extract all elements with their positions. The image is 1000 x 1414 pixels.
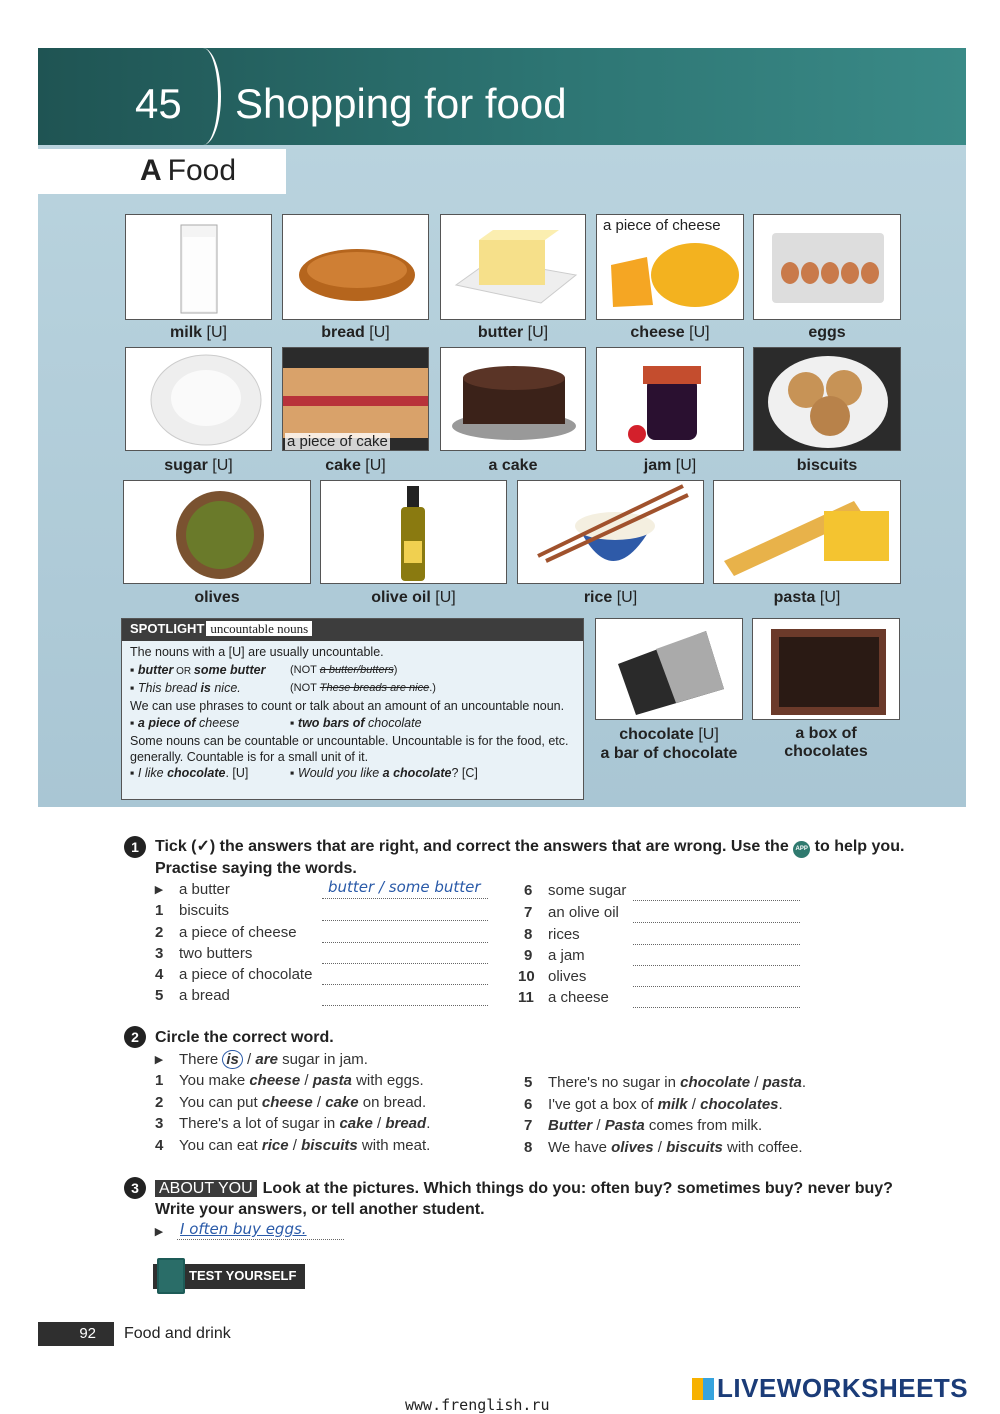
- ex2-option[interactable]: cake: [339, 1115, 373, 1132]
- ex1-item: 8 rices: [524, 926, 580, 943]
- food-label: milk: [170, 324, 203, 341]
- food-label: bread: [321, 324, 365, 341]
- sugar-image: [125, 347, 272, 451]
- ex2-item: 8 We have olives / biscuits with coffee.: [524, 1139, 803, 1156]
- ex2-option[interactable]: biscuits: [301, 1137, 358, 1154]
- food-label: cake: [325, 457, 361, 474]
- ex2-option[interactable]: chocolate: [680, 1074, 751, 1091]
- ex2-item: 5 There's no sugar in chocolate / pasta.: [524, 1074, 807, 1091]
- ex1-answer-field[interactable]: [633, 948, 800, 966]
- ex1-answer-field[interactable]: [322, 946, 488, 964]
- ex1-item: 9 a jam: [524, 947, 585, 964]
- food-label: pasta: [773, 589, 816, 606]
- ex2-option[interactable]: biscuits: [666, 1139, 723, 1156]
- food-label: chocolate: [619, 726, 694, 743]
- ex2-item: 6 I've got a box of milk / chocolates.: [524, 1096, 783, 1113]
- food-label: olive oil: [371, 589, 431, 606]
- chocolate-image: [595, 618, 743, 720]
- exercise-3-question: ABOUT YOU Look at the pictures. Which things do you: often buy? sometimes buy? never buy? Write your answers, or tell another student.: [155, 1180, 893, 1218]
- ex1-item: 11 a cheese: [518, 989, 609, 1006]
- food-label: a bar of chocolate: [600, 745, 738, 762]
- ex1-answer-field[interactable]: [322, 903, 488, 921]
- ex2-item: 1 You make cheese / pasta with eggs.: [155, 1072, 424, 1089]
- notebook-icon: [157, 1258, 185, 1294]
- ex1-answer-field[interactable]: [322, 925, 488, 943]
- food-label: biscuits: [796, 457, 858, 474]
- ex2-option[interactable]: pasta: [312, 1072, 352, 1089]
- food-label: a cake: [488, 457, 538, 474]
- spotlight-line: ▪ I like chocolate. [U] ▪ Would you like a chocolate? [C]: [130, 765, 478, 780]
- jam-image: [596, 347, 744, 451]
- olive-oil-image: [320, 480, 507, 584]
- ex1-item: 4 a piece of chocolate: [155, 966, 313, 983]
- ex3-example-answer: I often buy eggs.: [180, 1220, 307, 1238]
- ex1-item: 1 biscuits: [155, 902, 230, 919]
- spotlight-line: ▪ butter OR some butter (NOT a butter/butters): [130, 662, 398, 677]
- liveworksheets-logo: LIVEWORKSHEETS: [692, 1373, 968, 1404]
- food-card-sugar: sugar [U]: [125, 347, 272, 477]
- ex2-option[interactable]: cheese: [261, 1094, 313, 1111]
- milk-image: [125, 214, 272, 320]
- ex2-item: 3 There's a lot of sugar in cake / bread.: [155, 1115, 431, 1132]
- food-card-bread: bread [U]: [282, 214, 429, 344]
- ex1-item: 7 an olive oil: [524, 904, 619, 921]
- unit-number: 45: [135, 80, 182, 127]
- section-heading: A Food: [38, 149, 286, 194]
- food-label: cheese: [630, 324, 685, 341]
- spotlight-line: ▪ This bread is nice. (NOT These breads are nice.): [130, 681, 436, 695]
- cake-caption: a piece of cake: [287, 433, 388, 450]
- ex2-option[interactable]: Butter: [548, 1117, 593, 1134]
- ex2-option[interactable]: pasta: [762, 1074, 802, 1091]
- ex1-example-answer: butter / some butter: [328, 878, 481, 896]
- food-label: butter: [477, 324, 524, 341]
- eggs-image: [753, 214, 901, 320]
- food-label: olives: [194, 589, 240, 606]
- food-card-chocolate: chocolate [U] a bar of chocolate: [595, 618, 743, 758]
- spotlight-heading: SPOTLIGHT uncountable nouns: [122, 619, 583, 641]
- header-divider: [185, 48, 221, 145]
- ex1-answer-field[interactable]: [633, 990, 800, 1008]
- source-url: www.frenglish.ru: [405, 1396, 550, 1414]
- ex1-answer-field[interactable]: [633, 969, 800, 987]
- food-card-rice: rice [U]: [517, 480, 704, 608]
- spotlight-line: ▪ a piece of cheese ▪ two bars of chocolate: [130, 716, 422, 730]
- ex2-item: 4 You can eat rice / biscuits with meat.: [155, 1137, 431, 1154]
- ex1-item: 10 olives: [518, 968, 587, 985]
- app-icon: APP: [793, 841, 810, 858]
- biscuits-image: [753, 347, 901, 451]
- ex2-option[interactable]: cake: [325, 1094, 359, 1111]
- ex1-answer-field[interactable]: [322, 967, 488, 985]
- unit-title: Shopping for food: [235, 80, 567, 127]
- ex1-answer-field[interactable]: [633, 927, 800, 945]
- exercise-1-number: 1: [124, 836, 146, 858]
- food-label: rice: [583, 589, 613, 606]
- test-yourself-button[interactable]: TEST YOURSELF: [153, 1264, 305, 1289]
- exercise-1-question: Tick (✓) the answers that are right, and correct the answers that are wrong. Use the APP to help you. Practise saying the words.: [155, 838, 905, 877]
- olives-image: [123, 480, 311, 584]
- cheese-image: [596, 214, 744, 320]
- ex2-option[interactable]: chocolates: [700, 1096, 779, 1113]
- ex2-option[interactable]: cheese: [249, 1072, 301, 1089]
- ex1-item: 5 a bread: [155, 987, 230, 1004]
- food-card-olive-oil: olive oil [U]: [320, 480, 507, 608]
- cake-piece-image: [282, 347, 429, 451]
- ex2-option[interactable]: milk: [657, 1096, 688, 1113]
- ex2-option[interactable]: rice: [261, 1137, 289, 1154]
- ex2-option[interactable]: Pasta: [604, 1117, 645, 1134]
- food-card-cake-piece: a piece of cake cake [U]: [282, 347, 429, 477]
- ex1-answer-field[interactable]: [633, 883, 800, 901]
- food-card-cheese: a piece of cheese cheese [U]: [596, 214, 744, 344]
- box-of-chocolates-image: [752, 618, 900, 720]
- exercise-2-number: 2: [124, 1026, 146, 1048]
- ex2-option[interactable]: olives: [611, 1139, 654, 1156]
- food-card-milk: milk [U]: [125, 214, 272, 344]
- pasta-image: [713, 480, 901, 584]
- food-card-butter: butter [U]: [440, 214, 586, 344]
- liveworksheets-icon: [692, 1378, 714, 1400]
- a-cake-image: [440, 347, 586, 451]
- spotlight-line: We can use phrases to count or talk about an amount of an uncountable noun.: [130, 698, 565, 713]
- food-card-pasta: pasta [U]: [713, 480, 901, 608]
- page-number: 92: [38, 1322, 114, 1346]
- bread-image: [282, 214, 429, 320]
- spotlight-line: The nouns with a [U] are usually uncountable.: [130, 645, 384, 659]
- exercise-2-question: Circle the correct word.: [155, 1029, 334, 1046]
- ex2-item: 2 You can put cheese / cake on bread.: [155, 1094, 427, 1111]
- food-label: eggs: [808, 324, 846, 341]
- ex1-item: 6 some sugar: [524, 882, 627, 899]
- food-label: sugar: [164, 457, 208, 474]
- ex2-circled-answer: is: [222, 1050, 243, 1069]
- ex3-example: ▸: [155, 1223, 163, 1240]
- spotlight-box: [121, 618, 584, 800]
- ex1-item: ▸ a butter: [155, 881, 230, 898]
- ex1-item: 3 two butters: [155, 945, 253, 962]
- about-you-tag: ABOUT YOU: [155, 1180, 257, 1197]
- ex2-item: ▸ There is / are sugar in jam.: [155, 1051, 368, 1068]
- food-label: a box of chocolates: [784, 725, 868, 760]
- ex2-item: 7 Butter / Pasta comes from milk.: [524, 1117, 763, 1134]
- food-label: jam: [643, 457, 672, 474]
- food-card-box-of-chocolates: [752, 618, 900, 760]
- food-card-biscuits: [753, 347, 901, 477]
- cheese-caption: a piece of cheese: [603, 217, 721, 234]
- ex2-option[interactable]: bread: [385, 1115, 427, 1132]
- food-card-jam: jam [U]: [596, 347, 744, 477]
- rice-image: [517, 480, 704, 584]
- food-card-a-cake: [440, 347, 586, 477]
- ex1-answer-field[interactable]: [322, 988, 488, 1006]
- butter-image: [440, 214, 586, 320]
- exercise-3-number: 3: [124, 1177, 146, 1199]
- footer-section: Food and drink: [124, 1325, 231, 1342]
- ex1-answer-field[interactable]: [633, 905, 800, 923]
- food-card-eggs: [753, 214, 901, 344]
- food-card-olives: [123, 480, 311, 608]
- spotlight-line: Some nouns can be countable or uncountable. Uncountable is for the food, etc. generally. Countable is for a small unit of it.: [130, 733, 569, 764]
- ex1-item: 2 a piece of cheese: [155, 924, 297, 941]
